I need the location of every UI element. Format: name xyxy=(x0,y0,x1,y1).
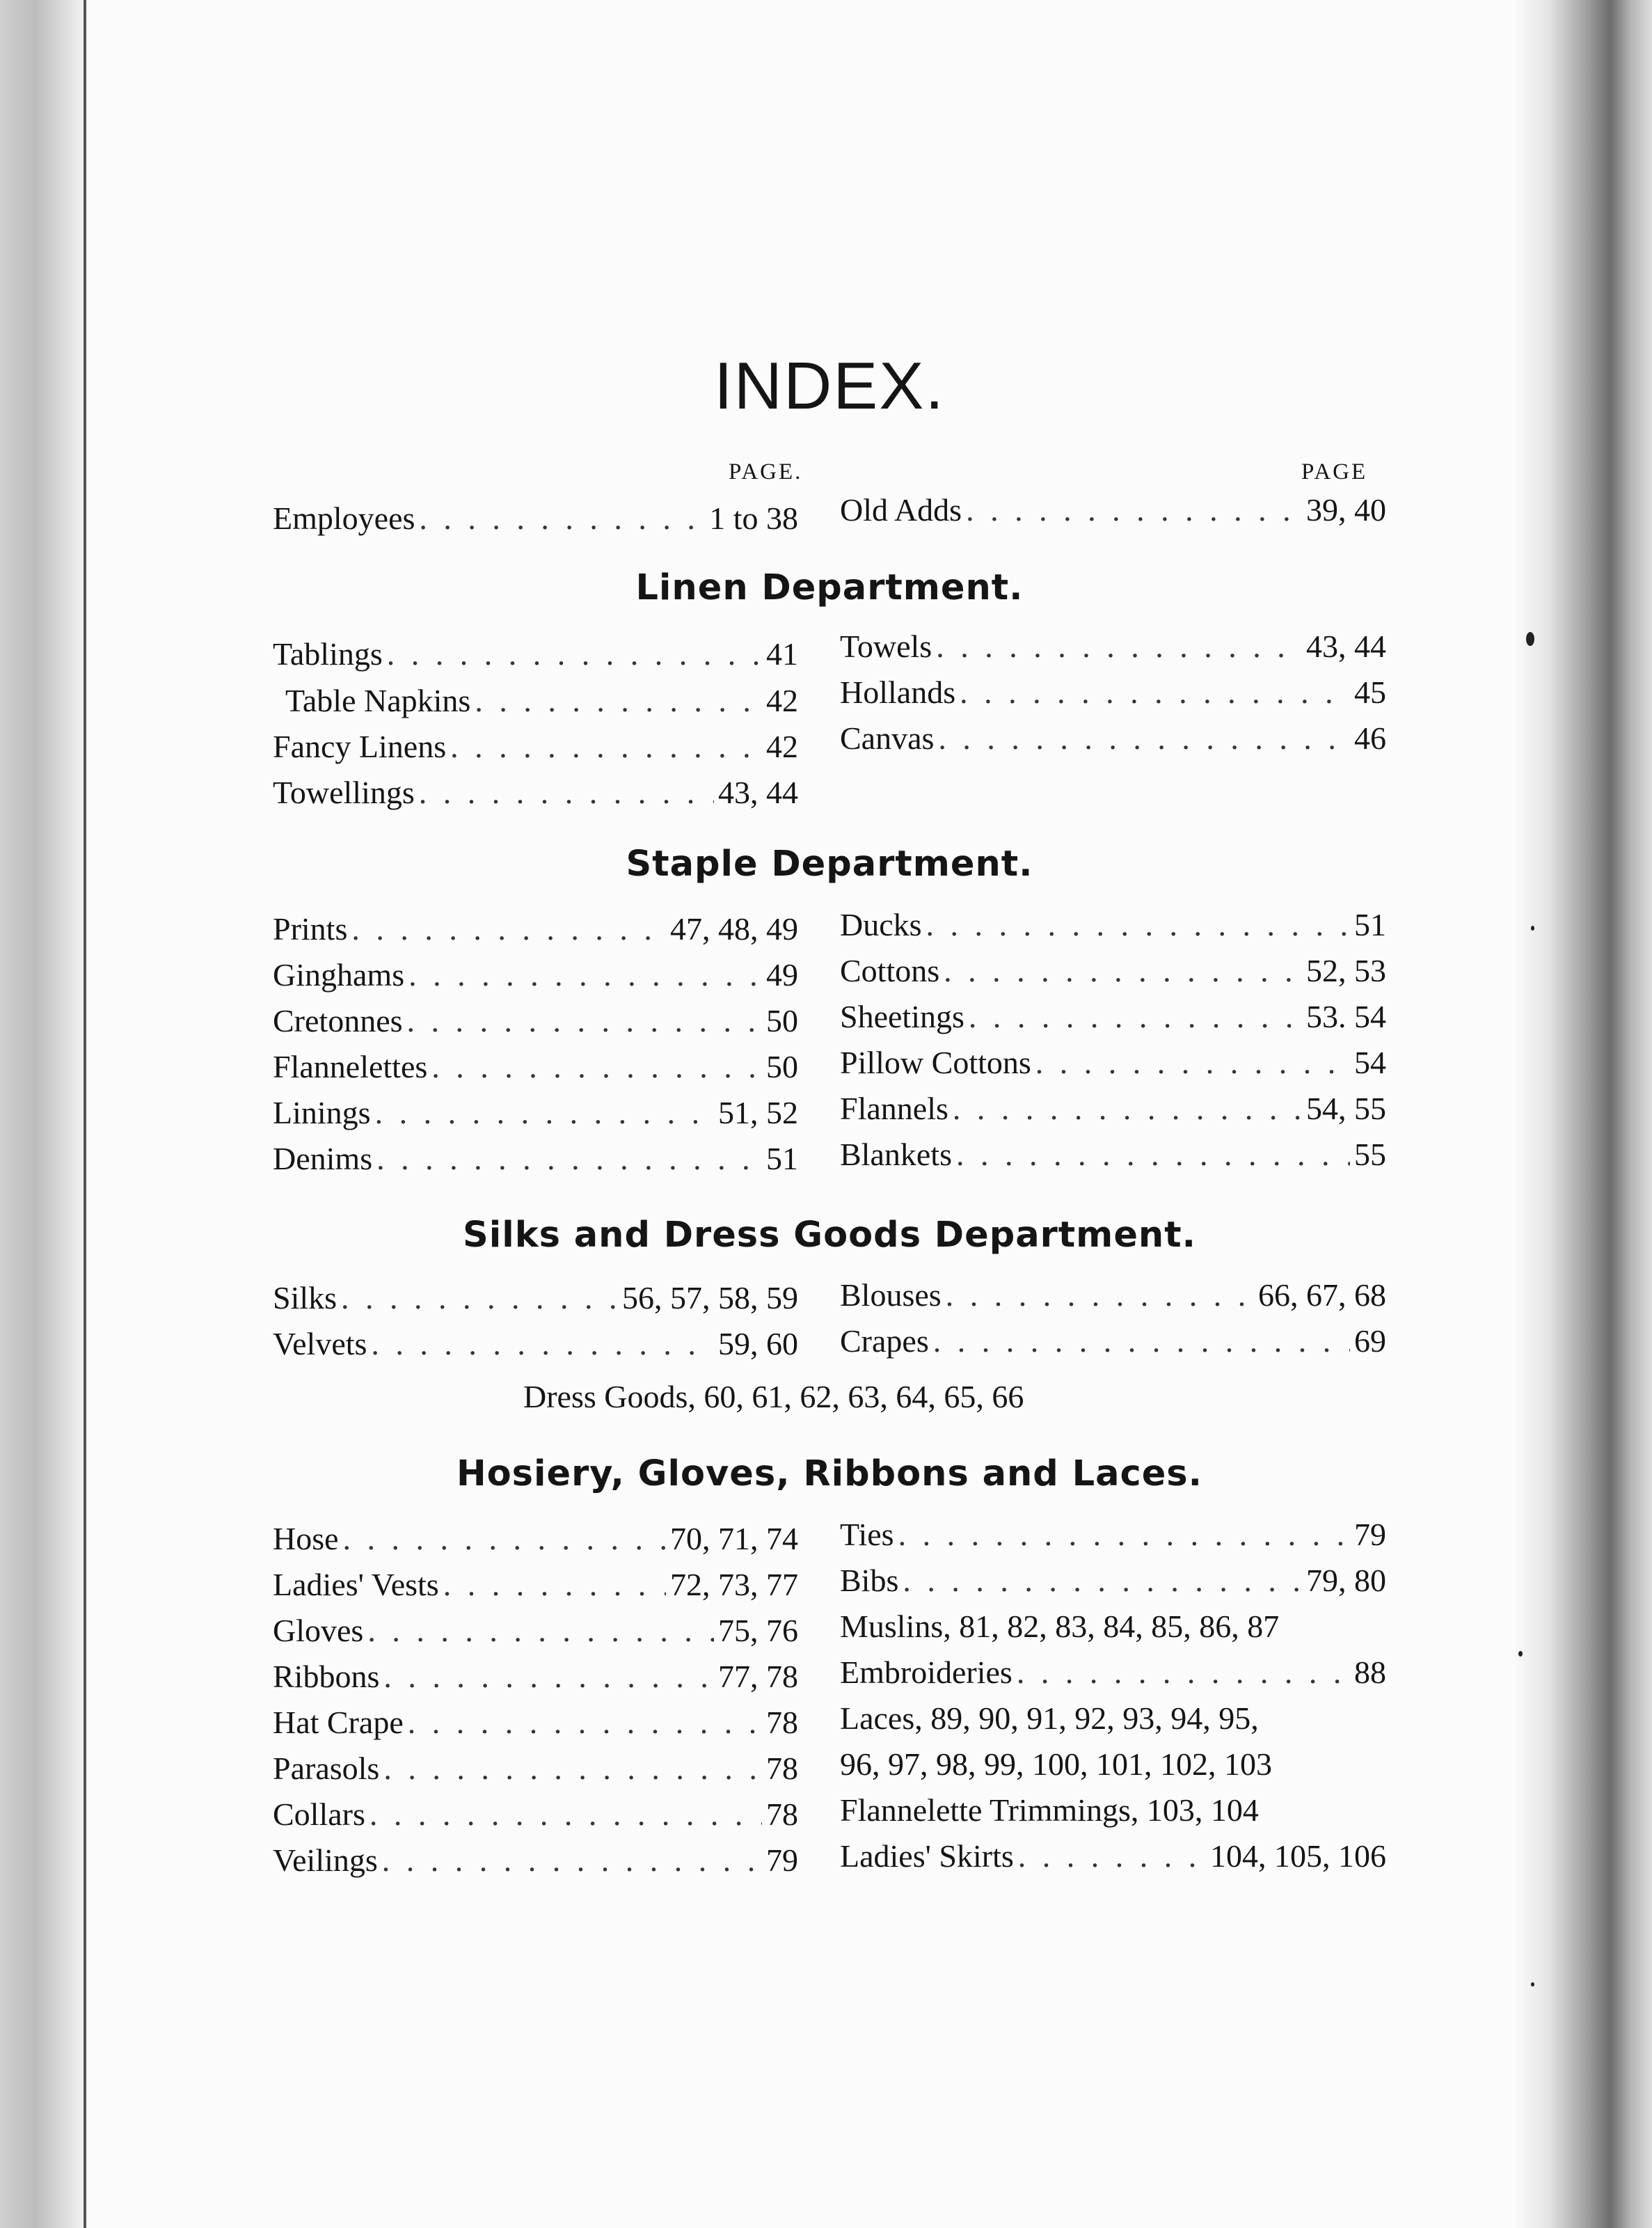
page-column-header-right: PAGE xyxy=(1301,459,1368,484)
index-entry-laces-continued: 96, 97, 98, 99, 100, 101, 102, 103 xyxy=(840,1746,1272,1782)
index-entry xyxy=(840,491,1386,535)
leader-dots xyxy=(343,1520,666,1557)
entry-label: Bibs xyxy=(840,1563,899,1598)
entry-page: 79, 80 xyxy=(1306,1563,1386,1598)
leader-dots xyxy=(969,998,1302,1035)
leader-dots xyxy=(341,1279,618,1316)
entry-label: Collars xyxy=(273,1796,365,1832)
entry-label: Ladies' Skirts xyxy=(840,1838,1014,1874)
leader-dots xyxy=(407,1002,762,1039)
entry-page: 42 xyxy=(766,729,798,764)
index-entry xyxy=(273,1612,798,1655)
index-entry xyxy=(840,1090,1386,1133)
entry-label: Table Napkins xyxy=(285,683,471,718)
entry-label: Fancy Linens xyxy=(273,729,447,764)
leader-dots xyxy=(956,1136,1350,1173)
leader-dots xyxy=(938,720,1350,757)
leader-dots xyxy=(475,682,762,719)
entry-page: 66, 67, 68 xyxy=(1258,1277,1386,1313)
entry-label: Canvas xyxy=(840,720,935,756)
entry-label: Ribbons xyxy=(273,1659,380,1694)
leader-dots xyxy=(419,500,705,537)
index-entry xyxy=(273,1750,798,1793)
entry-label: Cottons xyxy=(840,953,940,988)
entry-page: 78 xyxy=(766,1796,798,1832)
leader-dots xyxy=(933,1322,1350,1359)
index-entry xyxy=(273,500,798,543)
index-entry xyxy=(273,728,798,771)
section-heading: Silks and Dress Goods Department. xyxy=(463,1215,1196,1256)
entry-page: 77, 78 xyxy=(718,1659,798,1694)
entry-page: 51 xyxy=(766,1141,798,1176)
entry-page: 51 xyxy=(1354,907,1386,942)
leader-dots xyxy=(351,910,666,947)
leader-dots xyxy=(898,1516,1350,1553)
leader-dots xyxy=(450,728,762,765)
entry-page: 78 xyxy=(766,1751,798,1786)
entry-label: Sheetings xyxy=(840,999,964,1034)
entry-label: Flannels xyxy=(840,1091,948,1126)
entry-label: Employees xyxy=(273,500,415,536)
leader-dots xyxy=(383,1658,714,1695)
entry-page: 42 xyxy=(766,683,798,718)
index-entry xyxy=(840,1044,1386,1087)
entry-label: Ginghams xyxy=(273,957,405,993)
entry-page: 72, 73, 77 xyxy=(670,1567,798,1602)
section-heading: Linen Department. xyxy=(635,567,1024,608)
leader-dots xyxy=(903,1562,1302,1599)
index-entry-muslins: Muslins, 81, 82, 83, 84, 85, 86, 87 xyxy=(840,1609,1280,1644)
entry-page: 55 xyxy=(1354,1137,1386,1172)
leader-dots xyxy=(408,956,762,993)
index-entry xyxy=(840,952,1386,995)
entry-label: Old Adds xyxy=(840,492,962,528)
entry-label: Silks xyxy=(273,1280,337,1316)
index-entry xyxy=(273,682,798,725)
index-entry xyxy=(273,1279,798,1322)
entry-label: Embroideries xyxy=(840,1654,1012,1690)
entry-page: 51, 52 xyxy=(718,1095,798,1130)
leader-dots xyxy=(960,674,1350,711)
entry-page: 50 xyxy=(766,1003,798,1038)
entry-page: 79 xyxy=(766,1842,798,1878)
entry-page: 43, 44 xyxy=(1306,629,1386,664)
leader-dots xyxy=(926,906,1350,943)
entry-label: Ties xyxy=(840,1517,894,1552)
index-entry xyxy=(840,1562,1386,1605)
section-heading: Staple Department. xyxy=(626,844,1033,885)
index-entry xyxy=(840,998,1386,1041)
index-entry xyxy=(273,1325,798,1368)
index-entry xyxy=(273,1094,798,1137)
leader-dots xyxy=(946,1277,1254,1313)
index-entry xyxy=(273,1796,798,1839)
index-entry xyxy=(840,1136,1386,1179)
leader-dots xyxy=(431,1048,762,1085)
index-entry xyxy=(273,774,798,817)
index-entry xyxy=(273,910,798,954)
leader-dots xyxy=(387,635,762,672)
leader-dots xyxy=(382,1842,762,1879)
entry-page: 45 xyxy=(1354,674,1386,710)
entry-label: Towellings xyxy=(273,775,415,810)
index-entry xyxy=(273,1566,798,1609)
index-entry xyxy=(273,1658,798,1701)
leader-dots xyxy=(370,1796,762,1833)
entry-label: Ladies' Vests xyxy=(273,1567,439,1602)
leader-dots xyxy=(1035,1044,1350,1081)
entry-page: 39, 40 xyxy=(1306,492,1386,528)
leader-dots xyxy=(966,491,1302,528)
entry-page: 78 xyxy=(766,1705,798,1740)
entry-label: Blankets xyxy=(840,1137,952,1172)
entry-label: Parasols xyxy=(273,1751,380,1786)
leader-dots xyxy=(367,1612,714,1649)
leader-dots xyxy=(1017,1654,1350,1691)
leader-dots xyxy=(944,952,1302,989)
entry-label: Linings xyxy=(273,1095,371,1130)
entry-label: Hose xyxy=(273,1521,339,1556)
index-entry xyxy=(840,628,1386,671)
entry-page: 88 xyxy=(1354,1654,1386,1690)
entry-page: 50 xyxy=(766,1049,798,1084)
leader-dots xyxy=(443,1566,666,1603)
index-entry-flannelette-trimmings: Flannelette Trimmings, 103, 104 xyxy=(840,1792,1259,1828)
leader-dots xyxy=(371,1325,714,1362)
entry-page: 70, 71, 74 xyxy=(670,1521,798,1556)
index-entry xyxy=(273,1520,798,1563)
entry-label: Veilings xyxy=(273,1842,378,1878)
entry-page: 1 to 38 xyxy=(709,500,798,536)
entry-page: 69 xyxy=(1354,1323,1386,1359)
entry-label: Prints xyxy=(273,911,348,947)
entry-label: Hollands xyxy=(840,674,956,710)
entry-page: 79 xyxy=(1354,1517,1386,1552)
entry-label: Crapes xyxy=(840,1323,929,1359)
leader-dots xyxy=(953,1090,1302,1127)
index-entry xyxy=(273,1842,798,1885)
index-entry xyxy=(273,1140,798,1183)
dress-goods-line: Dress Goods, 60, 61, 62, 63, 64, 65, 66 xyxy=(523,1379,1024,1414)
section-heading: Hosiery, Gloves, Ribbons and Laces. xyxy=(456,1453,1203,1494)
entry-page: 43, 44 xyxy=(718,775,798,810)
entry-page: 54 xyxy=(1354,1045,1386,1080)
entry-label: Denims xyxy=(273,1141,373,1176)
entry-label: Towels xyxy=(840,629,932,664)
entry-page: 41 xyxy=(766,636,798,672)
entry-page: 53. 54 xyxy=(1306,999,1386,1034)
entry-page: 47, 48, 49 xyxy=(670,911,798,947)
index-entry xyxy=(840,1838,1386,1881)
page-column-header-left: PAGE. xyxy=(729,459,803,484)
left-binding-edge xyxy=(0,0,89,2228)
index-entry xyxy=(840,674,1386,717)
index-entry xyxy=(273,1048,798,1091)
speck xyxy=(1531,926,1534,931)
index-entry xyxy=(840,906,1386,949)
leader-dots xyxy=(419,774,714,811)
entry-label: Velvets xyxy=(273,1326,367,1361)
index-entry xyxy=(273,1002,798,1045)
entry-label: Gloves xyxy=(273,1613,364,1648)
entry-page: 54, 55 xyxy=(1306,1091,1386,1126)
entry-page: 56, 57, 58, 59 xyxy=(622,1280,798,1316)
entry-page: 104, 105, 106 xyxy=(1210,1838,1386,1874)
leader-dots xyxy=(408,1704,762,1741)
speck xyxy=(1531,1982,1534,1986)
index-entry xyxy=(840,1516,1386,1559)
index-entry xyxy=(840,1654,1386,1697)
entry-label: Ducks xyxy=(840,907,922,942)
index-entry xyxy=(840,1277,1386,1320)
entry-label: Pillow Cottons xyxy=(840,1045,1031,1080)
entry-label: Tablings xyxy=(273,636,383,672)
entry-page: 46 xyxy=(1354,720,1386,756)
entry-page: 75, 76 xyxy=(718,1613,798,1648)
index-entry xyxy=(840,720,1386,763)
leader-dots xyxy=(376,1140,762,1177)
entry-label: Hat Crape xyxy=(273,1705,404,1740)
speck xyxy=(1526,632,1534,646)
entry-page: 49 xyxy=(766,957,798,993)
index-entry xyxy=(273,956,798,1000)
left-binding-line xyxy=(84,0,86,2228)
leader-dots xyxy=(1018,1838,1206,1874)
entry-label: Cretonnes xyxy=(273,1003,403,1038)
entry-page: 59, 60 xyxy=(718,1326,798,1361)
leader-dots xyxy=(375,1094,714,1131)
entry-page: 52, 53 xyxy=(1306,953,1386,988)
leader-dots xyxy=(383,1750,762,1787)
index-entry xyxy=(273,1704,798,1747)
page-title: INDEX. xyxy=(713,349,946,423)
index-entry xyxy=(840,1322,1386,1366)
speck xyxy=(1518,1651,1523,1657)
entry-label: Flannelettes xyxy=(273,1049,428,1084)
index-entry xyxy=(273,635,798,679)
leader-dots xyxy=(936,628,1302,665)
entry-label: Blouses xyxy=(840,1277,942,1313)
right-binding-edge xyxy=(1513,0,1652,2228)
index-entry-laces: Laces, 89, 90, 91, 92, 93, 94, 95, xyxy=(840,1700,1259,1736)
